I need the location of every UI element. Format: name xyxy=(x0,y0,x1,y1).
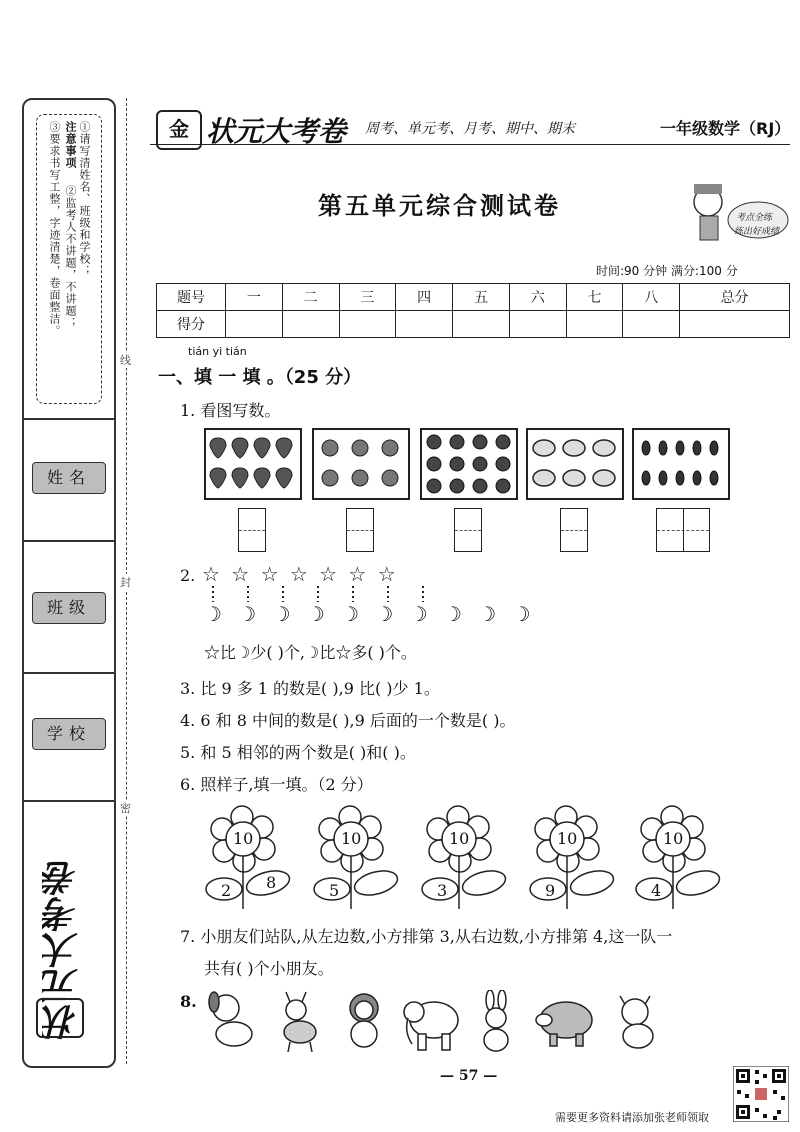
score-input-cell[interactable] xyxy=(623,311,680,338)
peach-icons xyxy=(314,430,408,498)
notes-box xyxy=(36,114,102,404)
sidebar-divider xyxy=(24,418,114,420)
score-input-cell[interactable] xyxy=(226,311,283,338)
header-tags: 周考、单元考、月考、期中、期末 xyxy=(365,121,575,137)
section-title: 一、填 一 填 。（25 分） xyxy=(158,367,362,388)
header-rule xyxy=(150,144,790,145)
score-input-cell[interactable] xyxy=(396,311,453,338)
school-label: 学校 xyxy=(32,718,106,750)
answer-box[interactable] xyxy=(346,508,374,552)
notes-title: 注意事项 xyxy=(64,121,77,169)
sidebar-divider xyxy=(24,672,114,674)
flower-left-leaf: 5 xyxy=(329,881,340,900)
question-8: 8. xyxy=(180,992,197,1011)
picture-grapes xyxy=(420,428,518,500)
candy-icons xyxy=(634,430,728,498)
question-2-text: ☆比☽少( )个,☽比☆多( )个。 xyxy=(204,643,417,662)
moon-row: ☽ ☽ ☽ ☽ ☽ ☽ ☽ ☽ ☽ ☽ xyxy=(204,602,531,626)
cut-label-seal: 封 xyxy=(120,576,131,589)
flower-center: 10 xyxy=(663,829,684,848)
flower-center: 10 xyxy=(449,829,470,848)
table-cell: 三 xyxy=(339,284,396,311)
flower-center: 10 xyxy=(233,829,254,848)
question-3: 3. 比 9 多 1 的数是( ),9 比( )少 1。 xyxy=(180,679,440,698)
table-cell: 一 xyxy=(226,284,283,311)
score-input-cell[interactable] xyxy=(282,311,339,338)
picture-strawberries xyxy=(204,428,302,500)
table-cell: 得分 xyxy=(157,311,226,338)
egg-icons xyxy=(528,430,622,498)
cut-label-line: 线 xyxy=(120,354,131,367)
flower-left-leaf: 2 xyxy=(221,881,232,900)
brand-title: 状元大考卷 xyxy=(206,115,347,148)
pig-icon xyxy=(532,990,596,1052)
page-title: 第五单元综合测试卷 xyxy=(318,192,561,220)
score-input-cell[interactable] xyxy=(680,311,790,338)
elephant-icon xyxy=(400,990,462,1052)
dog-icon xyxy=(204,990,260,1052)
flower-left-leaf: 9 xyxy=(545,881,556,900)
monkey-icon xyxy=(338,990,394,1052)
mascot-text-1: 考点全练 xyxy=(736,213,773,223)
flower-answer-blank[interactable] xyxy=(684,871,714,893)
answer-box-two-digit[interactable] xyxy=(656,508,710,552)
flower-left-leaf: 3 xyxy=(437,881,448,900)
table-cell: 八 xyxy=(623,284,680,311)
mascot-icon xyxy=(686,180,792,246)
score-input-cell[interactable] xyxy=(509,311,566,338)
flower-center: 10 xyxy=(341,829,362,848)
cat-icon xyxy=(610,990,666,1052)
score-input-cell[interactable] xyxy=(453,311,510,338)
sidebar-divider xyxy=(24,540,114,542)
flower-1 xyxy=(204,805,300,909)
strawberry-icons xyxy=(206,430,300,498)
table-cell: 四 xyxy=(396,284,453,311)
table-cell: 总分 xyxy=(680,284,790,311)
sidebar-logo-icon xyxy=(36,998,84,1038)
page-number: — 57 — xyxy=(440,1068,498,1084)
score-input-cell[interactable] xyxy=(339,311,396,338)
note-1: ①请写清姓名、班级和学校； xyxy=(78,121,91,277)
flower-2 xyxy=(312,805,408,909)
dotted-connectors xyxy=(212,586,442,602)
grape-icons xyxy=(422,430,516,498)
question-6: 6. 照样子,填一填。（2 分） xyxy=(180,775,373,794)
answer-box[interactable] xyxy=(238,508,266,552)
star-row: ☆ ☆ ☆ ☆ ☆ ☆ ☆ xyxy=(202,562,396,586)
table-cell: 六 xyxy=(509,284,566,311)
sidebar-divider xyxy=(24,800,114,802)
picture-peaches xyxy=(312,428,410,500)
question-2-number: 2. xyxy=(180,566,196,585)
class-label: 班级 xyxy=(32,592,106,624)
sidebar-brand: 状元大考卷 xyxy=(42,860,83,1040)
cut-label-secret: 密 xyxy=(120,802,131,815)
qr-code-icon xyxy=(733,1066,789,1122)
flower-answer-blank[interactable] xyxy=(362,871,392,893)
note-3: ③要求书写工整，字迹清楚，卷面整洁。 xyxy=(48,121,61,337)
score-table xyxy=(156,283,790,338)
name-label: 姓名 xyxy=(32,462,106,494)
answer-box[interactable] xyxy=(560,508,588,552)
mascot-text-2: 练出好成绩 xyxy=(734,227,780,237)
section-pinyin: tián yi tián xyxy=(188,345,247,358)
deer-icon xyxy=(272,990,328,1052)
flower-left-leaf: 4 xyxy=(651,881,662,900)
time-info: 时间:90 分钟 满分:100 分 xyxy=(596,264,738,278)
score-table-header-row xyxy=(157,284,790,311)
question-5: 5. 和 5 相邻的两个数是( )和( )。 xyxy=(180,743,416,762)
flower-answer-blank[interactable] xyxy=(470,871,500,893)
flower-5 xyxy=(634,805,730,909)
table-cell: 五 xyxy=(453,284,510,311)
rabbit-icon xyxy=(474,990,518,1052)
flower-right-leaf: 8 xyxy=(266,873,277,892)
table-cell: 七 xyxy=(566,284,623,311)
table-cell: 二 xyxy=(282,284,339,311)
grade-label: 一年级数学（RJ） xyxy=(660,119,791,138)
flower-4 xyxy=(528,805,624,909)
question-4: 4. 6 和 8 中间的数是( ),9 后面的一个数是( )。 xyxy=(180,711,516,730)
question-7-line-1: 7. 小朋友们站队,从左边数,小方排第 3,从右边数,小方排第 4,这一队一 xyxy=(180,927,673,946)
table-cell: 题号 xyxy=(157,284,226,311)
answer-box[interactable] xyxy=(454,508,482,552)
flower-3 xyxy=(420,805,516,909)
picture-eggs xyxy=(526,428,624,500)
score-table-score-row xyxy=(157,311,790,338)
flower-answer-blank[interactable] xyxy=(578,871,608,893)
question-1: 1. 看图写数。 xyxy=(180,401,281,420)
logo-icon: 金 xyxy=(156,110,202,150)
flower-center: 10 xyxy=(557,829,578,848)
note-2: ②监考人不讲题，不讲题； xyxy=(64,185,77,329)
score-input-cell[interactable] xyxy=(566,311,623,338)
question-7-line-2: 共有( )个小朋友。 xyxy=(204,959,334,978)
picture-candies xyxy=(632,428,730,500)
footer-note: 需要更多资料请添加张老师领取 xyxy=(555,1111,709,1124)
